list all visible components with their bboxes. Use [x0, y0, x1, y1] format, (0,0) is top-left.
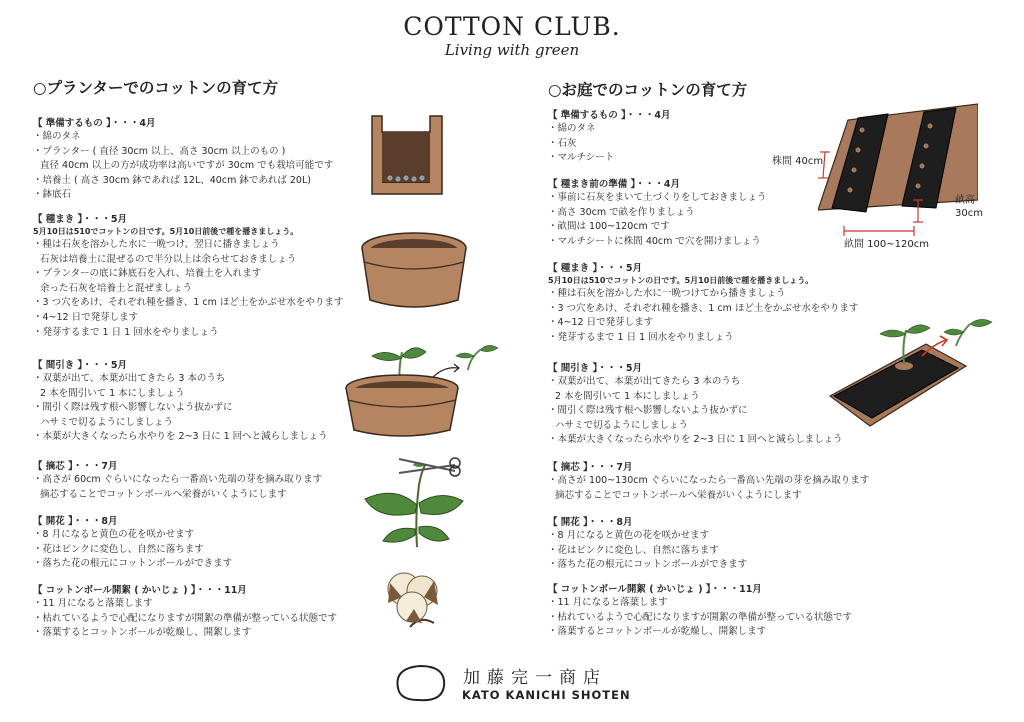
list-item: 摘芯することでコットンボールへ栄養がいくようにします: [40, 488, 287, 500]
list-item: ハサミで切るようにしましょう: [40, 416, 174, 428]
brand-title: COTTON CLUB.: [403, 12, 621, 41]
right-section-thinning: [548, 363, 843, 448]
ridge-gap-marker: [842, 226, 916, 236]
list-item: 2 本を間引いて 1 本にしましょう: [40, 387, 185, 399]
garden-column-title: ○お庭でのコットンの育て方: [548, 81, 748, 99]
section-title: 【 種まき 】・・・5月: [548, 263, 642, 274]
list-item: ・11 月になると落葉します: [33, 598, 153, 609]
list-item: ・発芽するまで 1 日 1 回水をやりましょう: [33, 326, 219, 338]
pot-with-soil-illustration: [358, 228, 470, 310]
list-item: ・間引く際は残す根へ影響しないよう抜かずに: [548, 405, 748, 417]
left-section-boll-opening: [33, 585, 363, 641]
planter-cross-section-illustration: [368, 112, 448, 197]
brand-header: [0, 14, 1024, 59]
section-note: 5月10日は510でコットンの日です。5月10日前後で種を播きましょう。: [33, 227, 299, 236]
list-item: ・枯れているようで心配になりますが開絮の準備が整っている状態です: [33, 612, 338, 624]
list-item: 2 本を間引いて 1 本にしましょう: [555, 390, 700, 402]
section-title: 【 準備するもの 】・・・4月: [548, 110, 671, 121]
list-item: ・双葉が出て、本葉が出てきたら 3 本のうち: [548, 376, 741, 387]
left-section-pinching: [33, 461, 363, 502]
list-item: ・11 月になると落葉します: [548, 597, 668, 608]
thinning-pot-illustration: [340, 340, 502, 440]
ridge-height-marker: [912, 198, 924, 224]
list-item: ・3 つ穴をあけ、それぞれ種を播き、1 cm ほど土をかぶせ水をやります: [33, 297, 344, 309]
list-item: ・発芽するまで 1 日 1 回水をやりましょう: [548, 331, 734, 343]
right-section-pinching: [548, 462, 870, 503]
list-item: 余った石灰を培養土と混ぜましょう: [40, 282, 193, 294]
list-item: ・8 月になると黄色の花を咲かせます: [548, 530, 710, 541]
mulch-seedling-illustration: [826, 316, 998, 436]
list-item: 石灰は培養土に混ぜるので半分以上は余らせておきましょう: [40, 253, 297, 265]
section-title: 【 間引き 】・・・5月: [548, 363, 642, 374]
left-section-sowing: [33, 214, 363, 340]
list-item: ・8 月になると黄色の花を咲かせます: [33, 529, 195, 540]
list-item: 摘芯することでコットンボールへ栄養がいくようにします: [555, 489, 802, 501]
list-item: ・綿のタネ: [548, 123, 596, 134]
right-section-flowering: [548, 517, 838, 573]
section-title: 【 開花 】・・・8月: [548, 517, 633, 528]
list-item: 直径 40cm 以上の方が成功率は高いですが 30cm でも栽培可能です: [40, 160, 334, 172]
list-item: ・間引く際は残す根へ影響しないよう抜かずに: [33, 402, 233, 414]
right-section-boll-opening: [548, 584, 853, 640]
list-item: ハサミで切るようにしましょう: [555, 419, 689, 431]
right-section-pre-sowing: [548, 179, 838, 249]
list-item: ・双葉が出て、本葉が出てきたら 3 本のうち: [33, 373, 226, 384]
list-item: ・マルチシートに株間 40cm で穴を開けましょう: [548, 235, 761, 247]
section-title: 【 種まき 】・・・5月: [33, 214, 127, 225]
list-item: ・石灰: [548, 137, 577, 149]
list-item: ・畝間は 100~120cm です: [548, 221, 670, 233]
list-item: ・枯れているようで心配になりますが開絮の準備が整っている状態です: [548, 611, 853, 623]
ridge-gap-label: 畝間 100~120cm: [844, 239, 929, 250]
section-note: 5月10日は510でコットンの日です。5月10日前後で種を播きましょう。: [548, 276, 814, 285]
section-title: 【 準備するもの 】・・・4月: [33, 118, 156, 129]
list-item: ・種は石灰を溶かした水に一晩つけ、翌日に播きましょう: [33, 239, 280, 250]
list-item: ・落葉するとコットンボールが乾燥し、開絮します: [548, 626, 767, 638]
list-item: ・高さが 100~130cm ぐらいになったら一番高い先端の芽を摘み取ります: [548, 475, 870, 486]
list-item: ・培養土 ( 高さ 30cm 鉢であれば 12L、40cm 鉢であれば 20L): [33, 174, 311, 186]
list-item: ・4~12 日で発芽します: [33, 311, 139, 323]
cotton-boll-illustration: [380, 565, 446, 635]
list-item: ・鉢底石: [33, 189, 72, 201]
list-item: ・本葉が大きくなったら水やりを 2~3 日に 1 回へと減らしましょう: [33, 431, 328, 443]
ridge-height-value: 30cm: [955, 208, 983, 219]
brand-tagline: Living with green: [444, 41, 580, 59]
list-item: ・本葉が大きくなったら水やりを 2~3 日に 1 回へと減らしましょう: [548, 434, 843, 446]
section-title: 【 摘芯 】・・・7月: [33, 461, 118, 472]
company-name-japanese: 加藤完一商店: [463, 668, 607, 688]
planter-column: [33, 78, 363, 639]
list-item: ・花はピンクに変色し、自然に落ちます: [548, 544, 719, 556]
list-item: ・高さが 60cm ぐらいになったら一番高い先端の芽を摘み取ります: [33, 474, 323, 485]
garden-column: [548, 80, 870, 638]
left-section-prepare: [33, 118, 363, 203]
section-title: 【 コットンボール開絮 ( かいじょ ) 】・・・11月: [548, 584, 762, 595]
list-item: ・マルチシート: [548, 152, 615, 164]
list-item: ・落葉するとコットンボールが乾燥し、開絮します: [33, 627, 252, 639]
garden-ridge-diagram: [818, 100, 978, 220]
company-logo-icon: [390, 662, 450, 708]
company-name-english: KATO KANICHI SHOTEN: [462, 688, 631, 702]
right-section-sowing: [548, 263, 859, 345]
section-title: 【 開花 】・・・8月: [33, 516, 118, 527]
left-section-flowering: [33, 516, 363, 572]
list-item: ・プランター ( 直径 30cm 以上、高さ 30cm 以上のもの ): [33, 145, 286, 157]
section-title: 【 間引き 】・・・5月: [33, 360, 127, 371]
section-title: 【 コットンボール開絮 ( かいじょ ) 】・・・11月: [33, 585, 247, 596]
list-item: ・事前に石灰をまいて土づくりをしておきましょう: [548, 192, 767, 203]
plant-spacing-label: 株間 40cm: [772, 156, 824, 167]
list-item: ・落ちた花の根元にコットンボールができます: [548, 559, 748, 571]
pinching-plant-with-scissors-illustration: [355, 455, 465, 547]
list-item: ・プランターの底に鉢底石を入れ、培養土を入れます: [33, 268, 262, 280]
section-title: 【 摘芯 】・・・7月: [548, 462, 633, 473]
list-item: ・花はピンクに変色し、自然に落ちます: [33, 543, 204, 555]
list-item: ・4~12 日で発芽します: [548, 317, 654, 329]
left-section-thinning: [33, 360, 363, 445]
section-title: 【 種まき前の準備 】・・・4月: [548, 179, 680, 190]
list-item: ・3 つ穴をあけ、それぞれ種を播き、1 cm ほど土をかぶせ水をやります: [548, 302, 859, 314]
list-item: ・綿のタネ: [33, 131, 81, 142]
list-item: ・落ちた花の根元にコットンボールができます: [33, 558, 233, 570]
list-item: ・種は石灰を溶かした水に一晩つけてから播きましょう: [548, 288, 786, 299]
list-item: ・高さ 30cm で畝を作りましょう: [548, 206, 695, 218]
ridge-height-label: 畝高: [955, 195, 975, 206]
planter-column-title: ○プランターでのコットンの育て方: [33, 79, 279, 97]
